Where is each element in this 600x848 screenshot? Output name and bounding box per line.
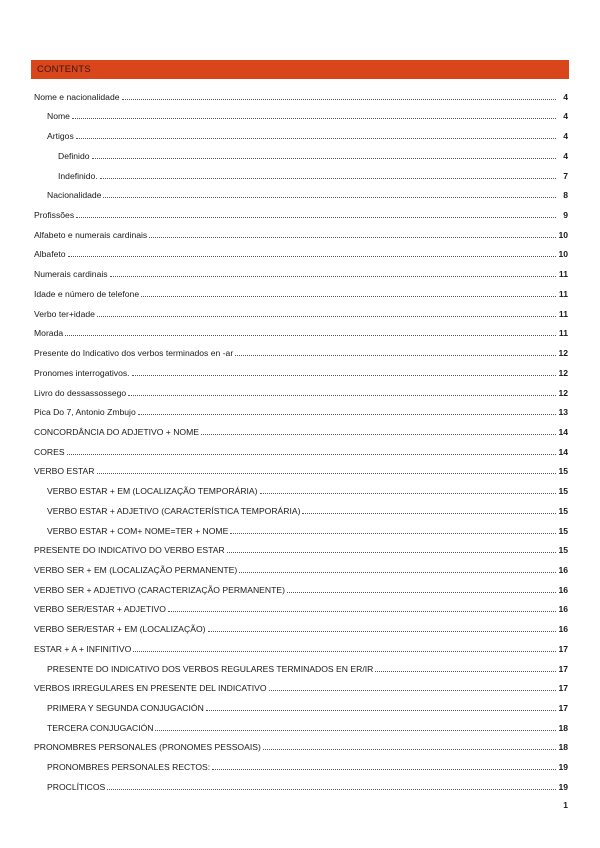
toc-entry-page: 9 — [563, 210, 568, 221]
toc-entry[interactable] — [34, 634, 568, 654]
toc-dot-leader — [72, 118, 556, 119]
toc-dot-leader — [375, 671, 556, 672]
toc-entry[interactable] — [34, 772, 568, 792]
toc-entry-title: PRESENTE DO INDICATIVO DOS VERBOS REGULARES TERMINADOS EN ER/IR — [47, 663, 374, 674]
toc-entry-page: 16 — [558, 604, 568, 615]
toc-entry[interactable] — [34, 516, 568, 536]
contents-header — [31, 60, 569, 79]
toc-dot-leader — [97, 473, 557, 474]
toc-entry-title: Nome e nacionalidade — [34, 91, 120, 102]
toc-dot-leader — [287, 592, 556, 593]
toc-entry-title: Albafeto — [34, 249, 66, 260]
toc-dot-leader — [122, 99, 556, 100]
toc-entry-title: Definido — [58, 150, 90, 161]
toc-dot-leader — [65, 335, 556, 336]
toc-dot-leader — [76, 138, 556, 139]
toc-entry-title: VERBO SER + ADJETIVO (CARACTERIZAÇÃO PERMANENTE) — [34, 584, 285, 595]
toc-entry-page: 15 — [558, 486, 568, 497]
toc-entry-title: Pronomes interrogativos. — [34, 367, 130, 378]
toc-entry-page: 12 — [558, 348, 568, 359]
toc-entry[interactable] — [34, 417, 568, 437]
toc-entry-title: Verbo ter+idade — [34, 308, 95, 319]
toc-dot-leader — [138, 414, 556, 415]
toc-entry-page: 17 — [558, 643, 568, 654]
toc-entry-page: 15 — [558, 466, 568, 477]
toc-entry[interactable] — [34, 476, 568, 496]
toc-entry[interactable] — [34, 654, 568, 674]
toc-entry-title: PRONOMBRES PERSONALES (PRONOMES PESSOAIS) — [34, 742, 261, 753]
page-number: 1 — [563, 800, 568, 810]
toc-entry-title: ESTAR + A + INFINITIVO — [34, 643, 132, 654]
toc-entry[interactable] — [34, 200, 568, 220]
toc-dot-leader — [128, 395, 556, 396]
toc-entry[interactable] — [34, 121, 568, 141]
toc-entry-title: Indefinido. — [58, 170, 98, 181]
toc-entry-page: 13 — [558, 407, 568, 418]
toc-entry-page: 18 — [558, 722, 568, 733]
toc-dot-leader — [263, 749, 556, 750]
toc-dot-leader — [110, 276, 556, 277]
toc-entry[interactable] — [34, 161, 568, 181]
toc-entry-page: 14 — [558, 426, 568, 437]
toc-entry-title: Idade e número de telefone — [34, 288, 140, 299]
toc-entry-page: 11 — [558, 308, 568, 319]
toc-entry[interactable] — [34, 713, 568, 733]
toc-entry-page: 15 — [558, 505, 568, 516]
toc-entry[interactable] — [34, 338, 568, 358]
toc-entry[interactable] — [34, 536, 568, 556]
toc-dot-leader — [100, 178, 556, 179]
toc-entry-page: 16 — [558, 564, 568, 575]
toc-dot-leader — [269, 690, 556, 691]
toc-entry-title: Pica Do 7, Antonio Zmbujo — [34, 407, 136, 418]
toc-entry-title: Artigos — [47, 131, 74, 142]
toc-entry[interactable] — [34, 299, 568, 319]
toc-entry-title: PROCLÍTICOS — [47, 781, 106, 792]
toc-dot-leader — [132, 375, 556, 376]
toc-entry[interactable] — [34, 693, 568, 713]
toc-entry-page: 12 — [558, 387, 568, 398]
toc-entry-title: Nacionalidade — [47, 190, 102, 201]
toc-entry-page: 11 — [558, 288, 568, 299]
toc-entry[interactable] — [34, 259, 568, 279]
toc-entry[interactable] — [34, 752, 568, 772]
toc-dot-leader — [67, 454, 556, 455]
table-of-contents — [34, 82, 568, 792]
toc-entry[interactable] — [34, 319, 568, 339]
toc-entry[interactable] — [34, 181, 568, 201]
toc-dot-leader — [76, 217, 556, 218]
toc-dot-leader — [235, 355, 556, 356]
toc-entry-title: VERBO SER/ESTAR + EM (LOCALIZAÇÃO) — [34, 624, 206, 635]
toc-entry[interactable] — [34, 358, 568, 378]
toc-entry-title: PRONOMBRES PERSONALES RECTOS: — [47, 762, 211, 773]
toc-entry[interactable] — [34, 595, 568, 615]
toc-dot-leader — [168, 611, 556, 612]
toc-entry-page: 4 — [563, 131, 568, 142]
toc-entry-title: VERBO SER + EM (LOCALIZAÇÃO PERMANENTE) — [34, 564, 238, 575]
toc-dot-leader — [302, 513, 556, 514]
toc-entry[interactable] — [34, 674, 568, 694]
toc-entry[interactable] — [34, 240, 568, 260]
toc-entry-title: Nome — [47, 111, 70, 122]
toc-entry[interactable] — [34, 220, 568, 240]
toc-dot-leader — [155, 730, 556, 731]
toc-entry-page: 4 — [563, 91, 568, 102]
toc-entry-page: 11 — [558, 269, 568, 280]
toc-entry-title: Alfabeto e numerais cardinais — [34, 229, 148, 240]
toc-dot-leader — [97, 316, 556, 317]
toc-dot-leader — [260, 493, 556, 494]
toc-entry[interactable] — [34, 378, 568, 398]
toc-entry-page: 7 — [563, 170, 568, 181]
toc-dot-leader — [149, 237, 556, 238]
toc-dot-leader — [239, 572, 556, 573]
toc-entry-title: VERBOS IRREGULARES EN PRESENTE DEL INDICATIVO — [34, 683, 267, 694]
toc-entry[interactable] — [34, 398, 568, 418]
toc-entry-page: 16 — [558, 584, 568, 595]
toc-entry-page: 10 — [558, 229, 568, 240]
toc-entry-title: CONCORDÂNCIA DO ADJETIVO + NOME — [34, 426, 199, 437]
toc-entry[interactable] — [34, 555, 568, 575]
toc-entry-page: 11 — [558, 328, 568, 339]
toc-entry-title: Profissões — [34, 210, 75, 221]
toc-entry[interactable] — [34, 437, 568, 457]
toc-entry[interactable] — [34, 575, 568, 595]
toc-entry[interactable] — [34, 496, 568, 516]
toc-entry-title: VERBO ESTAR + ADJETIVO (CARACTERÍSTICA TEMPORÁRIA) — [47, 505, 301, 516]
toc-entry-page: 17 — [558, 703, 568, 713]
toc-entry-title: CORES — [34, 446, 65, 457]
toc-entry-title: VERBO ESTAR + EM (LOCALIZAÇÃO TEMPORÁRIA) — [47, 486, 258, 497]
toc-dot-leader — [68, 256, 556, 257]
toc-dot-leader — [92, 158, 556, 159]
toc-entry-title: VERBO ESTAR — [34, 466, 95, 477]
toc-entry-title: VERBO ESTAR + COM+ NOME=TER + NOME — [47, 525, 229, 536]
toc-entry-page: 12 — [558, 367, 568, 378]
toc-dot-leader — [206, 710, 556, 711]
toc-entry[interactable] — [34, 457, 568, 477]
toc-dot-leader — [201, 434, 556, 435]
toc-entry-page: 4 — [563, 111, 568, 122]
toc-entry[interactable] — [34, 102, 568, 122]
toc-entry-page: 17 — [558, 683, 568, 694]
toc-dot-leader — [107, 789, 556, 790]
toc-entry[interactable] — [34, 733, 568, 753]
toc-dot-leader — [227, 552, 556, 553]
toc-entry[interactable] — [34, 82, 568, 102]
toc-entry[interactable] — [34, 279, 568, 299]
toc-entry[interactable] — [34, 141, 568, 161]
toc-dot-leader — [208, 631, 556, 632]
toc-entry-page: 10 — [558, 249, 568, 260]
toc-entry-page: 15 — [558, 545, 568, 556]
toc-entry-title: PRIMERA Y SEGUNDA CONJUGACIÓN — [47, 703, 204, 713]
toc-entry-title: TERCERA CONJUGACIÓN — [47, 722, 154, 733]
toc-entry-page: 19 — [558, 762, 568, 773]
toc-dot-leader — [141, 296, 556, 297]
toc-dot-leader — [212, 769, 556, 770]
toc-entry-page: 17 — [558, 663, 568, 674]
toc-entry-page: 16 — [558, 624, 568, 635]
toc-entry-title: Morada — [34, 328, 64, 339]
toc-entry-title: Numerais cardinais — [34, 269, 108, 280]
toc-entry-page: 8 — [563, 190, 568, 201]
toc-entry[interactable] — [34, 614, 568, 634]
toc-entry-page: 4 — [563, 150, 568, 161]
toc-entry-title: PRESENTE DO INDICATIVO DO VERBO ESTAR — [34, 545, 225, 556]
toc-entry-title: VERBO SER/ESTAR + ADJETIVO — [34, 604, 166, 615]
toc-dot-leader — [103, 197, 556, 198]
toc-entry-page: 15 — [558, 525, 568, 536]
toc-entry-title: Livro do dessassossego — [34, 387, 127, 398]
toc-entry-page: 19 — [558, 781, 568, 792]
toc-entry-page: 18 — [558, 742, 568, 753]
toc-entry-title: Presente do Indicativo dos verbos terminados en -ar — [34, 348, 234, 359]
toc-entry-page: 14 — [558, 446, 568, 457]
contents-title: CONTENTS — [37, 64, 91, 75]
toc-dot-leader — [230, 533, 556, 534]
toc-dot-leader — [133, 651, 556, 652]
